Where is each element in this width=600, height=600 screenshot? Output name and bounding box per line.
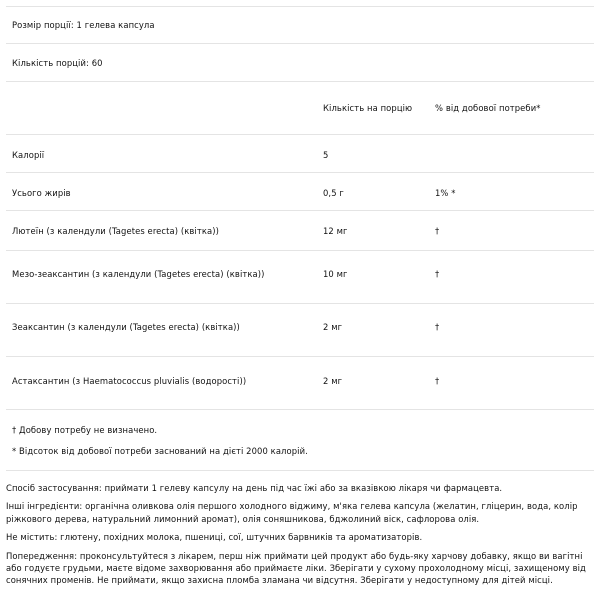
- footnote-percent: * Відсоток від добової потреби заснований на дієті 2000 калорій.: [12, 446, 308, 456]
- row-amount: 0,5 г: [323, 188, 344, 198]
- divider: [6, 250, 594, 251]
- divider: [6, 409, 594, 410]
- serving-size: Розмір порції: 1 гелева капсула: [12, 20, 155, 30]
- divider: [6, 303, 594, 304]
- row-name: Зеаксантин (з календули (Tagetes erecta) (квітка)): [12, 322, 240, 332]
- divider: [6, 6, 594, 7]
- divider: [6, 134, 594, 135]
- footnote-dagger: † Добову потребу не визначено.: [12, 425, 158, 435]
- usage-directions: Спосіб застосування: приймати 1 гелеву капсулу на день під час їжі або за вказівкою лікаря чи фармацевта.: [6, 483, 503, 493]
- row-amount: 10 мг: [323, 269, 348, 279]
- row-name: Лютеїн (з календули (Tagetes erecta) (квітка)): [12, 226, 219, 236]
- row-daily-value: †: [435, 376, 440, 386]
- row-daily-value: 1% *: [435, 188, 456, 198]
- row-name: Мезо-зеаксантин (з календули (Tagetes erecta) (квітка)): [12, 269, 265, 279]
- row-name: Калорії: [12, 150, 45, 160]
- row-name: Усього жирів: [12, 188, 71, 198]
- row-amount: 12 мг: [323, 226, 348, 236]
- divider: [6, 81, 594, 82]
- row-daily-value: †: [435, 226, 440, 236]
- row-daily-value: †: [435, 269, 440, 279]
- other-ingredients: Інші інгредієнти: органічна оливкова олія першого холодного віджиму, м'яка гелева капсула (желатин, гліцерин, вода, колір ріжкового дерева, натуральний лимонний аромат), олія соняшникова, бджолиний віск, сафлорова олія.: [6, 501, 578, 524]
- header-amount-per-serving: Кількість на порцію: [323, 103, 413, 113]
- divider: [6, 172, 594, 173]
- divider: [6, 210, 594, 211]
- row-amount: 5: [323, 150, 329, 160]
- divider: [6, 356, 594, 357]
- allergen-free-statement: Не містить: глютену, похідних молока, пшениці, сої, штучних барвників та ароматизаторів.: [6, 532, 423, 543]
- row-amount: 2 мг: [323, 376, 343, 386]
- row-name: Астаксантин (з Haematococcus pluvialis (водорості)): [12, 376, 247, 386]
- servings-count: Кількість порцій: 60: [12, 58, 103, 68]
- header-daily-value: % від добової потреби*: [435, 103, 541, 113]
- row-amount: 2 мг: [323, 322, 343, 332]
- product-notes: [6, 482, 591, 593]
- row-daily-value: †: [435, 322, 440, 332]
- divider: [6, 43, 594, 44]
- divider: [6, 470, 594, 471]
- warning: Попередження: проконсультуйтеся з лікарем, перш ніж приймати цей продукт або будь-яку харчову добавку, якщо ви вагітні або годуєте грудьми, маєте відоме захворювання або приймаєте ліки. Зберігати у сухому прохолодному місці, захищеному від сонячних променів. Не приймати, якщо захисна пломба зламана чи відсутня. Зберігати у недоступному для дітей місці.: [6, 550, 586, 586]
